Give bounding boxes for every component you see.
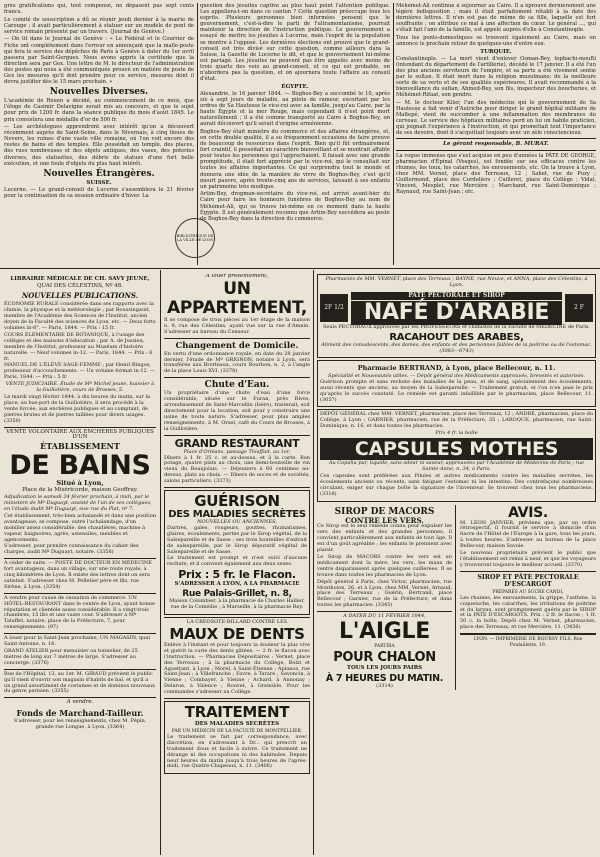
library-address: QUAI DES CÉLESTINS, Nº 48. bbox=[36, 282, 124, 289]
bains-title: DE BAINS bbox=[9, 450, 151, 482]
ads-column-3 bbox=[317, 274, 596, 854]
section-heading: Nouvelles Étrangères. bbox=[43, 168, 155, 179]
maux-text: Enlève à l'instant et pour toujours la douleur la plus vive et guérit la carie des dents gâtées. — 2 fr. le flacon avec l'instruction. — Pharmacies Dépositaires : Vernet, place des Terreaux ; à la pharmacie du Collège, Bolzi et Aguettant, à Lyon ; Morel, à Saint-Étienne ; Aplanos, rue Saint-Jean ; à Villefranche ; Favre, à Tarare ; Savoncin, à Vienne ; Combayer, à Vienne ; Achard, à Annonay ; Delarue, à Valence ; Rouvet, à Grenoble. Pour les commandes s'adresser au Collège. bbox=[164, 641, 310, 696]
maux-preamble: LA CRÉOSOTE-BILLARD CONTRE LES bbox=[186, 619, 288, 625]
prix-address: S'ADRESSER A LYON, A LA PHARMACIE bbox=[174, 581, 300, 588]
escargot-subtitle: PRÉPARÉS AU SUCRE CANDI, bbox=[492, 589, 564, 595]
macors-text: Dépôt général à Paris, chez Victor, pharmacien, rue Montholon, 26, et à Lyon, chez MM. Vernet, Arnaud, place des Terreaux ; Guérin, Bertrand, place Bellecour ; Garnier, rue de la Préfecture, et dans toutes les pharmacies. (3345) bbox=[317, 578, 452, 609]
paragraph: — On lit dans le Journal de Genève : « Le Fédéral et le Courrier de Fiche ont complètement dans l'erreur en annonçant que la malle-poste qui fera le service des dépêches de Paris à Genève à dater du 1er avril passera par Saint-Gergues. Nous avons appris la certitude que la direction sera par Gex. Une lettre de M. le directeur de l'administration des postes qui nous a été communiquée prouvé en matière de poste de Gex les mesures qu'il doit prendre pour ce service, mesures dont il devra justifier dès le 15 mars prochain. » bbox=[4, 36, 194, 86]
chute-title: Chute d'Eau. bbox=[204, 380, 270, 391]
library-item: COURS ÉLÉMENTAIRE DE BOTANIQUE, à l'usage des collèges et des maisons d'éducation ; par A. de Jussieu, membre de l'Institut, professeur au Muséum d'histoire naturelle. — Neuf volumes in-12. — Paris, 1844. — Prix : 6 fr. bbox=[4, 331, 153, 362]
racahout-title: RACAHOUT DES ARABES, bbox=[389, 331, 524, 343]
small-ad: A céder de suite. — POSTE DE DOCTEUR EN MÉDECINE fort avantageux, dans un village, sur une route royale, à cinq kilomètres de Lyon. Il existe des lettres dont on sera satisfait. S'adresser chez M. Pelletier père et fils, rue Sirène, à Lyon. (3354) bbox=[4, 560, 153, 590]
macors-text: Le Sirop de MACORS contre les vers est un médicament dont la mère, les vers, les maux de ventre disparaissent après quelques cuillerées. Il se trouve dans toutes les pharmacies de Lyon. bbox=[317, 553, 452, 578]
gerant-signature: Le gérant responsable, B. MURAT. bbox=[443, 141, 549, 148]
news-column-3 bbox=[396, 3, 596, 265]
paragraph: La vogue immense que s'est acquise en peu d'années la PÂTE DE GEORGE, pharmacien d'Épinal (Vosges), est fondée sur ses efficaces contre les rhumes, les toux, les catarrhes, les enrouements, etc. On la trouve à Lyon, chez MM. Vernet, place des Terreaux, 12 ; Sahet, rue de Puzy ; Guillermond, place des Cordeliers ; Cuilleret, place du Collège ; Vidal, Vincent, Mesplet, rue Mercière ; Marchand, rue Saint-Dominique ; Raynaud, rue Saint-Jean ; etc. bbox=[396, 152, 596, 196]
capsules-text2: Ces capsules sont préférées aux Pilules et autres médicaments contre les maladies secrètes, les écoulements anciens ou récents, sans fatiguer l'estomac ni les intestins. Des contrefaçons nombreuses circulant, exiger sur chaque boîte la signature de l'inventeur. Se trouvent chez tous les pharmaciens. (3318) bbox=[320, 472, 593, 497]
prix-shop2: Maison Colombier, à la pharmacie de Charles Hallier, rue de la Comédie ; à Marseille, à la pharmacie Rey. bbox=[169, 598, 305, 611]
traitement-subtitle2: PAR UN MÉDECIN DE LA FACULTÉ DE MONTPELLIER. bbox=[171, 728, 303, 734]
library-item: MANUEL DE L'ÉLÈVE SAGE-FEMME ; par Henri Ringos, professeur d'accouchements. — Un volume format in-12. — Paris, 1844. — Prix : 5 fr. bbox=[4, 362, 155, 381]
restaurant-subtitle: Place d'Orléans, passage Thiaffait, au 1er, bbox=[183, 448, 291, 455]
bertrand-subtitle: Spécialité et Nouveautés utiles. — Dépôt général des Médicaments approuvés, brevetés et autorisés. bbox=[328, 372, 585, 379]
arabie-top: Pharmacies de MM. VERNET, place des Terreaux ; BAYNE, rue Neuve, et ANNA, place des Célestins, à Lyon. bbox=[325, 276, 588, 288]
column-divider bbox=[197, 3, 198, 265]
guerison-text: Dartres, gales, rougeurs, gouttes, rhumatismes, glaires, écoulements, pertes par le Sirop végétal, de la Salsepareille et de Sasse ; ses trois bouteilles d'extrait de salsepareille, par le Sirop dépuratif végétal de Salsepareille et de Sasse. bbox=[167, 524, 307, 555]
paragraph: Constantinople. — La mort vient d'enlever Osman-Bey, topbachi-moufti (intendant du département de l'artillerie), décédé le 17 janvier. Il a été l'un des plus anciens serviteurs de l'empire, et sa perte a été vivement sentie par le sultan. Il était mort dans la religion musulmane; de la meilleure sorte de sa vertu et de ses qualités supérieures. Il avait recommandé à la bienveillance du sultan, Ahmed-Bey, son fils, inspecteur des boucheries, et Méhémet-Rifaat, son gendre. bbox=[396, 55, 596, 99]
aigle-destination: POUR CHALON bbox=[333, 649, 436, 665]
arabie-price-right: 2 F bbox=[565, 294, 593, 322]
paragraph: Artim-Bey, drogman-secrétaire du vice-roi, est arrivé avant-hier du Caire pour faire les honneurs funèbres de Boghos-Bey au nom de Méhémet-Ali, qui se trouve lui-même en ce moment dans la haute Égypte. Il est généralement reconnu que Artim-Bey succédera au poste de Boghos-Bey dans la direction du commerce. bbox=[200, 191, 390, 222]
maux-title: MAUX DE DENTS bbox=[169, 624, 305, 643]
fonds-text: S'adresser, pour les renseignements, chez M. Pépin, grande rue Longue, à Lyon. (3364) bbox=[13, 718, 147, 731]
paragraph: Boghos-Bey était ministre du commerce et des affaires étrangères, et, en cette double qualité, il a su fréquemment occasions de faire preuve de beaucoup de ressources dans l'esprit. Bien qu'il fût ordinairement fort craintif, il possédait un caractère bienveillant et se montrait affable pour toutes les personnes qui l'approchaient. Il faisait avec une grande promptitude, il était fort apprécié par le vice-roi, qui le consultait sur toutes les affaires importantes. Ce qui surprendra tout le monde et donnera une idée de la manière de vivre de Boghos-Bey, c'est qu'il meurt pauvre, après trente-cinq ans de services, laissant à ses enfants un patrimoine très modique. bbox=[200, 128, 390, 190]
guerison-title: GUÉRISON bbox=[194, 492, 280, 511]
macors-subtitle: CONTRE LES VERS. bbox=[345, 515, 424, 525]
guerison-title2: DES MALADIES SECRÈTES bbox=[168, 509, 306, 521]
paragraph: Le comité de souscription a dû se réunir jeudi dernier à la mairie de Carouge ; il avait particulièrement à statuer sur un modèle de pont de service romain présenté par un travers. (Journal de Genève.) bbox=[4, 16, 194, 35]
paragraph: L'académie de Rouen a décidé, au commencement de ce mois, que l'éloge de Casimir Delavigne serait mis au concours, et que le sujet pour prix de 1200 fr. dans la séance publique du mois d'août 1845. Le prix consistera une médaille d'or de 500 fr. bbox=[4, 98, 194, 123]
small-ad: Rue de l'Hôpital, 13, au 1er. M. GIRAUD prévient le public qu'il vient d'ouvrir son magasin d'habits de bal, et qu'il a un grand assortiment de costumes et de dominos nouveaux du genre parisien. (3355) bbox=[4, 670, 155, 695]
bains-text: S'adresser, pour prendre connaissance du cahier des charges, audit Mº Duguayt, notaire. (3358) bbox=[4, 543, 139, 556]
escargot-title: SIROP ET PÂTE PECTORALE D'ESCARGOT bbox=[477, 573, 579, 589]
fonds-title: Fonds de Marchand-Tailleur. bbox=[16, 708, 144, 719]
subheading: TURQUIE. bbox=[480, 48, 512, 55]
column-divider bbox=[393, 3, 394, 265]
bains-preamble: VENTE VOLONTAIRE AUX ENCHÈRES PUBLIQUES D'UN bbox=[6, 428, 154, 441]
bertrand-ad bbox=[317, 360, 596, 407]
library-heading: NOUVELLES PUBLICATIONS. bbox=[21, 291, 139, 301]
section-divider bbox=[0, 268, 600, 269]
paragraph: — Les archéologues apprendront avec intérêt qu'on a découvert récemment auprès de Saint-Seine, dans le Nivernais, à cinq lieues de Nevers, les ruines d'une vaste ville romaine, où l'on voit encore des restes de bains et des temples. Elle possédait un temple, des places, des rues nombreuses et des objets antiques, des vases, des poteries diverses, des statuettes, des débris de statues d'une fort belle exécution, et une foule d'objets du plus haut intérêt. bbox=[4, 124, 194, 167]
arabie-ad bbox=[317, 274, 596, 358]
subheading: ÉGYPTE. bbox=[281, 83, 309, 90]
aigle-preamble: A DATER DU 11 FÉVRIER 1844, bbox=[343, 613, 426, 620]
subheading: SUISSE. bbox=[86, 179, 112, 186]
prix-shop: Rue Palais-Grillet, n. 8, bbox=[182, 589, 292, 600]
escargot-text: Les rhumes, les enrouements, la grippe, l'asthme, la coqueluche, les catarrhes, les irritations de poitrine et du larynx, sont promptement guéris par le SIROP et la PÂTE D'ESCARGOTS. Prix : 2 fr. le flacon ; 1 fr. 50 c. la boîte. Dépôt chez M. Vernet, pharmacien, place des Terreaux, et rue Mercière, 11. (3456) bbox=[460, 594, 596, 631]
ads-column-1 bbox=[4, 274, 156, 854]
bains-text: Cet établissement, très-bien achalandé et dans une position avantageuse, se compose, outre l'achalandage, d'un mobilier assez considérable, des chaudières, machine à vapeur, baignoires, agrès, ustensiles, meubles et agencements. bbox=[4, 512, 156, 543]
appartement-text: Il se compose de trois pièces au 1er étage de la maison n. 9, rue des Célestins, ayant vue sur la rue d'Amnin. S'adresser au bureau du Censeur. bbox=[164, 316, 310, 335]
capsules-text: Au Copahu pur, liquide, sans odeur ni saveur, approuvées par l'Académie de Médecine de Paris ; rue Sainte-Anne, n. 34, à Paris. bbox=[328, 460, 585, 472]
news-column-2 bbox=[200, 3, 390, 265]
appartement-preamble: A louer présentement, bbox=[205, 274, 269, 279]
capsules-ad bbox=[317, 409, 596, 501]
capsules-title: CAPSULES MOTHES bbox=[320, 438, 593, 460]
macors-text: Ce Sirop est le seul remède connu pour expulser les vers des enfants et des grandes personnes, il convient particulièrement aux enfants de tout âge. Il est d'un goût agréable ; les enfants le prennent avec plaisir. bbox=[317, 523, 452, 554]
paragraph: — M. le docteur Kiler, l'un des médecins qui le gouvernement de Sa Hautesse a fait venir d'Autriche pour diriger le grand hôpital militaire de Maltepé, vient de succomber à une inflammation des membranes du cerveau. Le service des hôpitaux militaires perd en lui un habile praticien, qui joignait l'expérience à l'instruction, et qui promettait tout l'importance de ses devoirs, dont il s'acquittait toujours avec un zèle consciencieux. bbox=[396, 99, 596, 137]
column-divider bbox=[313, 270, 314, 855]
changement-text: En vertu d'une ordonnance royale, en date du 28 janvier dernier, l'étude de Mº GRIGNON, notaire à Lyon, sera transférée aux Brotteaux, cours Bourbon, n. 2, à l'angle de la place Louis XVI. (3378) bbox=[164, 350, 310, 375]
guerison-ad bbox=[164, 490, 310, 615]
chute-text: Un propriétaire d'une chute d'eau d'une force considérable, située sur le Furan, près Rives, arrondissement de Saint-Marcellin (Isère), traiterait, soit directement pour la location, soit pour y construire une usine de toute nature. S'adresser, pour plus amples renseignements, à M. Orsel, café du Cours de Brosses, à la Guillotière. bbox=[164, 390, 310, 432]
bains-text: Adjudication le samedi 24 février prochain, à midi, par le ministère de Mº Duguayt, assisté de l'un de ses collègues, en l'étude dudit Mº Duguayt, sise rue du Plat, nº 7. bbox=[4, 494, 152, 512]
aigle-days: TOUS LES JOURS PAIRS bbox=[346, 664, 423, 671]
traitement-subtitle: DES MALADIES SECRÈTES bbox=[194, 721, 280, 728]
section-heading: Nouvelles Diverses. bbox=[49, 87, 149, 98]
paragraph: grès gratifications qui, tout compensé, ne dépasent pas sept cents francs. bbox=[4, 3, 194, 16]
bains-place2: Place de la Miséricorde, maison Geoffray. bbox=[22, 487, 138, 494]
aigle-number: (3314) bbox=[376, 682, 393, 689]
library-item: VENTE JUDICIAIRE. Étude de Mº Michel jeune, huissier à la Guillotière, cours de Brosses, 5. bbox=[5, 381, 155, 394]
aigle-title: L'AIGLE bbox=[339, 619, 430, 645]
prix-title: Prix : 5 fr. le Flacon. bbox=[178, 568, 296, 582]
arabie-price-left: 2F 1/2 bbox=[320, 294, 348, 322]
bains-kind: ÉTABLISSEMENT bbox=[40, 441, 120, 452]
small-ad: GRAND ATELIER pour menuisier ou tonnelier, de 25 mètres de long sur 7 mètres de large. S'adresser au concierge. (3376) bbox=[4, 648, 138, 666]
paragraph: question des jésuites captive au plus haut point l'attention publique. Les appellera-t-on dans ce canton ? Cette question préoccupe tous les esprits. Plusieurs personnes bien informées pensent que le gouvernement, c'est-à-dire le parti de l'ultramontanisme, pourrait maintenir la direction de l'instruction publique. Le gouvernement a essayé de mettre les jésuites à Lucerne, mais l'esprit de la population se montre à l'opposé. Les dernières élections ont prouvé que le grand-conseil est très divisé sur cette question, comme ailleurs dans la Suisse, la Gazette de Lucerne le dit, et que le gouvernement lui-même est partagé. Les jésuites ne peuvent pas être appelés avec moins de trois quarts des voix au grand-conseil, et ce qui est probable, on n'abordera pas la question, et on ajournera toute l'affaire au conseil d'état. bbox=[200, 3, 390, 83]
restaurant-text: Dîners à 1 fr. 25 c. et au-dessus, et à la carte. Bon potage, quatre plats au choix, une demi-bouteille de vin vieux du Beaujolais. — Déjeuners à 60 centimes au-dessus, plats au choix. — Dîners de noces et de sociétés, salons particuliers. (3373) bbox=[164, 454, 310, 485]
aigle-time: À 7 HEURES DU MATIN. bbox=[325, 672, 444, 684]
traitement-ad bbox=[164, 701, 310, 774]
small-ad: A louer pour la Saint-Jean prochaine, UN MAGASIN, quai Saint-Antoine, n. 16. bbox=[4, 635, 150, 648]
capsules-price: Prix 4 fr. la boîte bbox=[435, 430, 478, 437]
news-column-1 bbox=[4, 3, 194, 265]
paragraph: Tous les ponts-domestiques se trouvent également au Caire, mais on annonce le prochain retour de quelques-uns d'entre eux. bbox=[396, 34, 596, 48]
small-ad: A vendre pour cause de cessation de commerce. UN HÔTEL-RESTAURANT dans le centre de Lyon, ayant bonne réputation et clientèle assez considérable. Il a vingt-trois chambres, 15 lits et une vaste cour. S'adresser à Mº Taluffet, notaire, place de la Préfecture, 7, pour renseignements. (97) bbox=[4, 594, 155, 631]
arabie-title: NAFÉ D'ARABIE bbox=[351, 301, 562, 325]
bertrand-title: Pharmacie BERTRAND, à Lyon, place Bellecour, n. 11. bbox=[357, 364, 556, 373]
library-item: ÉCONOMIE RURALE considérée dans ses rapports avec la chimie, la physique et la météorologie ; par Boussingault, membre de l'Académie des Sciences de l'Institut, ancien doyen de la Faculté des sciences de Lyon, etc. — Deux forts volumes in-8°. — Paris, 1844. — Prix : 15 fr. bbox=[4, 301, 156, 332]
restaurant-title: GRAND RESTAURANT bbox=[174, 436, 300, 450]
macors-ad bbox=[317, 505, 456, 690]
paragraph: Alexandrie, le 16 janvier 1844. — Boghos-Bey a succombé le 10, après six à sept jours de maladie, au pilote de rameur, escortant par les ordres de Sa Hautesse le vice-roi avec sa famille, jusqu'au Caire, par la haute Égypte et la mer Rouge, mais cependant il n'est point mort naturellement ; il a été comme transporté au Caire à Boghos-Bey, on aurait découvert qu'il serait d'origine arménienne. bbox=[200, 90, 390, 128]
paragraph: Lucerne. — Le grand-conseil de Lucerne s'assemblera le 21 février pour la continuation de sa session ordinaire d'hiver. La bbox=[4, 186, 194, 199]
capsules-preamble: DÉPÔT GÉNÉRAL chez MM. VERNET, pharmacien, place des Terreaux, 12 ; ANDRÉ, pharmacien, place du Collège, à Lyon ; GARNIER, pharmacien, rue de la Préfecture, 35 ; LAROQUE, pharmacien, rue Saint-Dominique, n. 16, et dans toutes les pharmacies. bbox=[320, 411, 593, 430]
appartement-title: UN APPARTEMENT, bbox=[167, 278, 307, 318]
paragraph: Méhémet-Ali continue à séjourner au Caire. Il a éprouvé dernièrement une légère indisposition ; mais il était parfaitement rétabli à la date des dernières lettres. Il n'en est pas de même de sa fille, laquelle est fort souffrante ; on attribue ce mal à une affection de cœur. Le général ..., qui s'était fait l'ami de la famille, est appelé auprès d'elle à Constantinople. bbox=[396, 3, 596, 34]
arabie-text2: Aliment des convalescents, des dames, des enfants et des personnes faibles de la poitrine ou de l'estomac. (3083—6743) bbox=[321, 341, 592, 354]
sale-text: Le mardi vingt février 1844, à dix heures du matin, sur la place, au bas-port de la Guillotière, il sera procédé à la vente forcée, aux enchères publiques et au comptant, de pierres brutes et de pierres taillées pour divers usages. (3350) bbox=[4, 394, 151, 424]
imprint: LYON. — IMPRIMERIE DE BOURSY FILS, Rue Poulaillerie, 19. bbox=[473, 637, 583, 649]
bertrand-text: Guérison prompte et sans rechute des maladies de la peau, et de sang, spécialement des écoulements, aussi récents que anciens, au moyen de la Salsepareille. — Traitement gratuit, et l'on n'en paie le prix qu'après le succès constaté. Le remède est garanti infaillible par le pharmacien, place Bellecour, 11. (3057) bbox=[320, 378, 593, 403]
avis-ad bbox=[460, 505, 596, 690]
column-divider bbox=[160, 270, 161, 855]
avis-text: M. LÉON JANVIER, préviens que, par un ordre rétrospectif, il fournit le service à domicile d'un fiacre de l'Hôtel de l'Europe à la gare, tous les jours, à toutes heures. S'adresser au bureau de la place Bellecour, maison Savoie. bbox=[460, 519, 596, 550]
arabie-mid: PÂTE PECTORALE ET SIROP bbox=[351, 292, 562, 300]
traitement-text: Le traitement se fait par correspondance, avec discrétion, en s'adressant à Dr... qui prescrit un traitement doux et facile à suivre. Ce traitement ne dérange ni des occupations ni des habitudes. Depuis neuf heures du matin jusqu'à trois heures de l'après-midi, rue Quatre-Chapeaux, n. 11. (3406) bbox=[167, 733, 307, 770]
avis-text: Le nouveau propriétaire prévient le public que l'établissement est remis à neuf, et que les voyageurs y trouveront toujours le meilleur accueil. (3370) bbox=[460, 550, 596, 568]
fonds-preamble: A vendre. bbox=[66, 699, 94, 706]
bains-place: Situé à Lyon, bbox=[56, 479, 104, 488]
changement-title: Changement de Domicile. bbox=[175, 340, 299, 351]
guerison-text2: Le traitement est prompt et n'est suivi d'aucune rechute, et il convient également aux deux sexes. bbox=[167, 555, 307, 568]
library-title: LIBRAIRIE MÉDICALE DE CH. SAVY JEUNE, bbox=[10, 276, 150, 282]
arabie-text: Seuls PECTORAUX approuvés par les PROFESSEURS et chimistes de la Faculté de MÉDECINE de Paris. bbox=[323, 323, 590, 330]
ads-column-2 bbox=[164, 274, 310, 854]
traitement-title: TRAITEMENT bbox=[184, 703, 290, 722]
guerison-subtitle: NOUVELLES OU ANCIENNES, bbox=[197, 519, 277, 526]
aigle-subtitle: PARTIRA bbox=[374, 644, 395, 650]
stamp-text: BIBLIOTHÈQUE DE LA VILLE DE LYON bbox=[176, 233, 214, 242]
macors-title: SIROP DE MACORS bbox=[334, 506, 435, 517]
avis-title: AVIS. bbox=[508, 504, 548, 521]
